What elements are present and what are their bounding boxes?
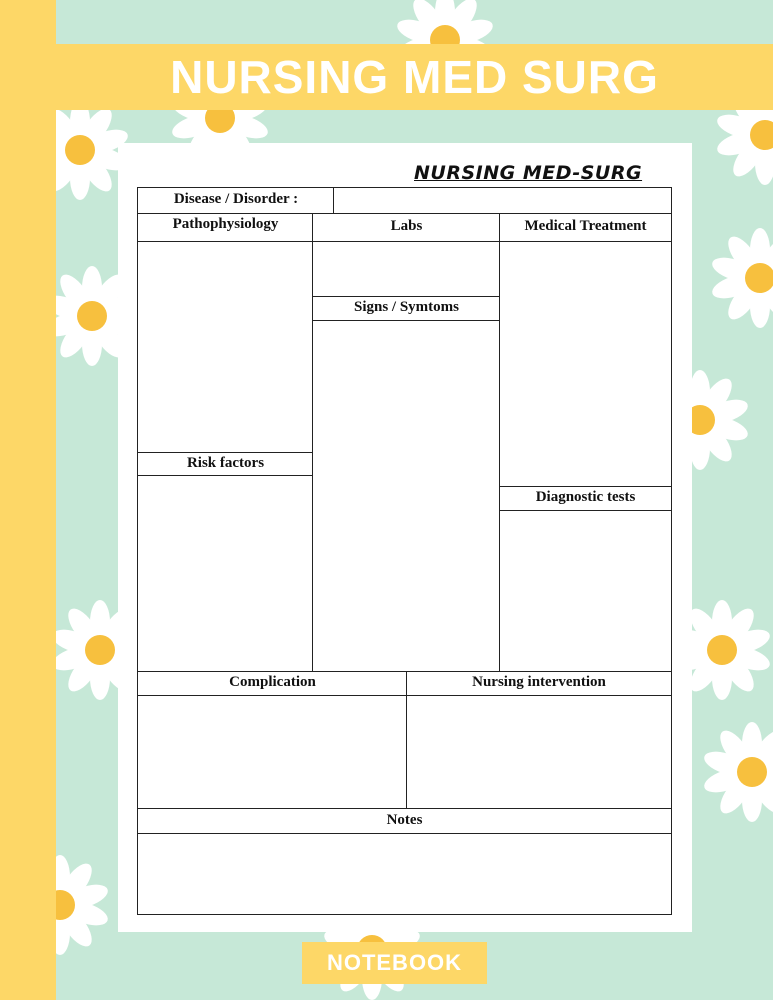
complication-label: Complication [229,674,316,690]
labs-label: Labs [390,218,423,234]
notes-box[interactable] [137,833,672,915]
notes-label: Notes [386,812,423,828]
nursing-intervention-label: Nursing intervention [472,674,606,690]
notebook-label: NOTEBOOK [326,950,463,975]
notebook-badge [302,942,487,984]
diagnostic-tests-label: Diagnostic tests [535,489,636,505]
medical-treatment-box[interactable] [499,241,672,488]
disease-input-cell[interactable] [333,187,672,215]
risk-factors-label: Risk factors [186,455,265,471]
cover-title: NURSING MED SURG [170,51,659,103]
nursing-intervention-box[interactable] [406,695,672,810]
signs-symptoms-box[interactable] [312,320,501,673]
diagnostic-tests-box[interactable] [499,510,672,673]
complication-box[interactable] [137,695,408,810]
disease-label: Disease / Disorder : [173,191,299,207]
labs-box[interactable] [312,241,501,298]
signs-symptoms-label: Signs / Symtoms [353,299,460,315]
left-spine-strip [0,0,56,1000]
pathophysiology-label: Pathophysiology [172,216,279,232]
cover-title-banner [56,44,773,110]
risk-factors-box[interactable] [137,475,314,673]
pathophysiology-box[interactable] [137,241,314,454]
medical-treatment-label: Medical Treatment [524,218,647,234]
sheet-title: NURSING MED-SURG [414,162,643,184]
